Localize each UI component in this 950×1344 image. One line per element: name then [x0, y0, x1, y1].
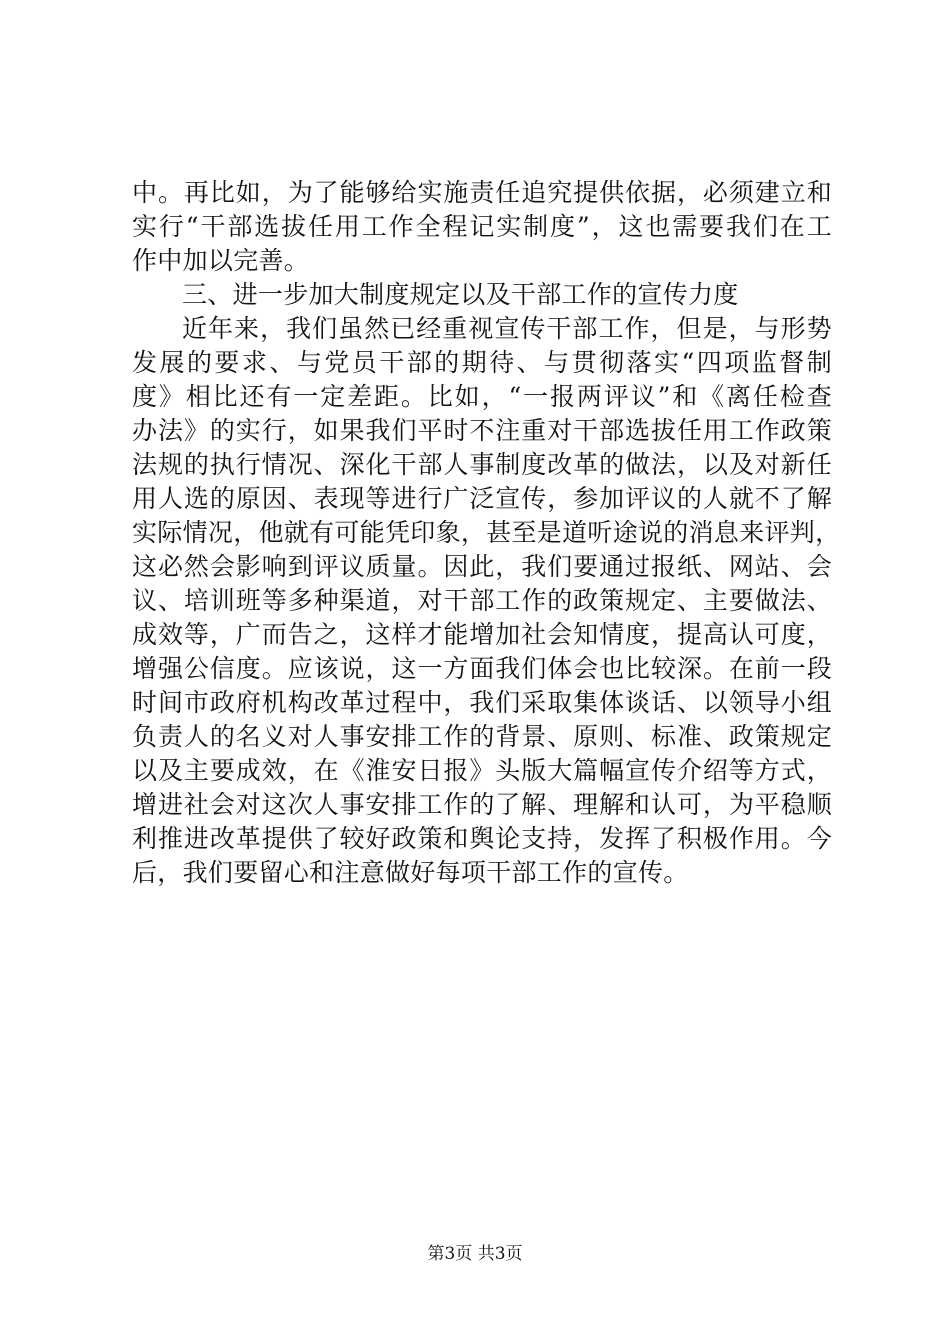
text-line: 增强公信度。应该说，这一方面我们体会也比较深。在前一段 [132, 654, 832, 683]
text-line: 议、培训班等多种渠道，对干部工作的政策规定、主要做法、 [132, 586, 832, 615]
text-line: 度》相比还有一定差距。比如，“一报两评议”和《离任检查 [132, 382, 832, 411]
text-line: 这必然会影响到评议质量。因此，我们要通过报纸、网站、会 [132, 552, 832, 581]
text-line: 实际情况，他就有可能凭印象，甚至是道听途说的消息来评判， [132, 518, 841, 547]
text-line: 增进社会对这次人事安排工作的了解、理解和认可，为平稳顺 [132, 790, 832, 819]
body-text [132, 176, 841, 890]
text-line: 发展的要求、与党员干部的期待、与贯彻落实“四项监督制 [132, 348, 832, 377]
section-heading: 三、进一步加大制度规定以及干部工作的宣传力度 [182, 280, 739, 309]
text-line: 实行“干部选拔任用工作全程记实制度”，这也需要我们在工 [132, 212, 832, 241]
text-line: 用人选的原因、表现等进行广泛宣传，参加评议的人就不了解 [132, 484, 832, 513]
text-line: 后，我们要留心和注意做好每项干部工作的宣传。 [132, 858, 689, 887]
page-number: 第3页 共3页 [427, 1244, 523, 1264]
text-line: 时间市政府机构改革过程中，我们采取集体谈话、以领导小组 [132, 688, 832, 717]
text-line: 法规的执行情况、深化干部人事制度改革的做法，以及对新任 [132, 450, 832, 479]
text-line: 办法》的实行，如果我们平时不注重对干部选拔任用工作政策 [132, 416, 832, 445]
text-line: 成效等，广而告之，这样才能增加社会知情度，提高认可度， [132, 620, 832, 649]
text-line: 作中加以完善。 [132, 246, 310, 275]
text-line: 中。再比如，为了能够给实施责任追究提供依据，必须建立和 [132, 178, 832, 207]
text-line: 利推进改革提供了较好政策和舆论支持，发挥了积极作用。今 [132, 824, 832, 853]
text-line: 负责人的名义对人事安排工作的背景、原则、标准、政策规定 [132, 722, 832, 751]
text-line: 近年来，我们虽然已经重视宣传干部工作，但是，与形势 [182, 314, 832, 343]
text-line: 以及主要成效，在《淮安日报》头版大篇幅宣传介绍等方式， [132, 756, 832, 785]
